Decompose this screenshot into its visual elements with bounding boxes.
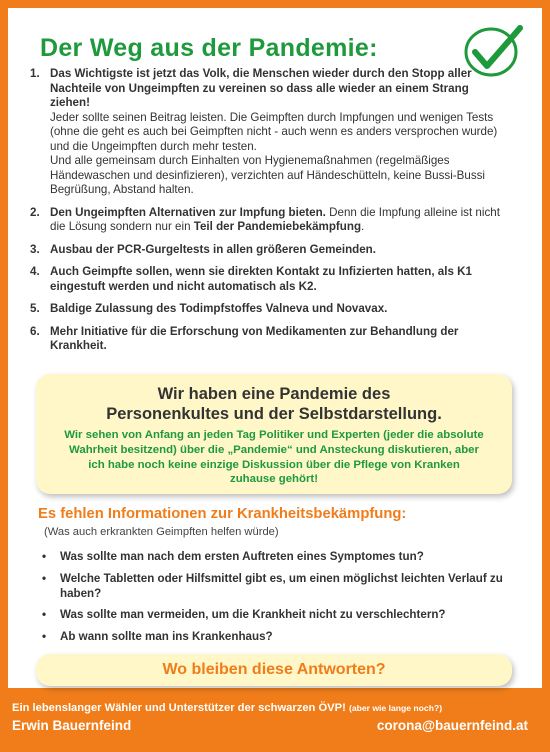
flyer-page bbox=[8, 8, 542, 688]
list-item: • Was sollte man vermeiden, um die Krankheit nicht zu verschlechtern? bbox=[42, 608, 446, 622]
section-heading: Es fehlen Informationen zur Krankheitsbekämpfung: bbox=[38, 506, 407, 522]
footer-small-note: (aber wie lange noch?) bbox=[348, 703, 443, 713]
answers-question-box: Wo bleiben diese Antworten? bbox=[36, 654, 512, 686]
point-heading: Das Wichtigste ist jetzt das Volk, die Menschen wieder durch den Stopp aller Nachteile von Ungeimpften zu vereinen so dass alle wieder an einem Strang ziehen! bbox=[50, 67, 472, 109]
statement-text: Wir sehen von Anfang an jeden Tag Politiker und Experten (jeder die absolute Wahrheit besitzend) über die „Pandemie“ und Ansteckung diskutieren, aber ich habe noch keine einzige Diskussion über die Pflege von Kranken zuhause gehört! bbox=[64, 429, 484, 486]
statement-heading-2: Personenkultes und der Selbstdarstellung. bbox=[106, 405, 442, 423]
list-item: 3. Ausbau der PCR-Gurgeltests in allen größeren Gemeinden. bbox=[30, 242, 376, 256]
questions-list bbox=[42, 550, 512, 652]
list-item: • Welche Tabletten oder Hilfsmittel gibt es, um einen möglichst leichten Verlauf zu haben? bbox=[42, 571, 503, 600]
author-name: Erwin Bauernfeind bbox=[12, 718, 132, 733]
list-item: • Was sollte man nach dem ersten Auftreten eines Symptomes tun? bbox=[42, 550, 424, 563]
list-item: 1. Das Wichtigste ist jetzt das Volk, die Menschen wieder durch den Stopp aller Nachteile von Ungeimpften zu vereinen so dass alle wieder an einem Strang ziehen! Jeder sollte seinen Beitrag leisten. Die Geimpften durch Impfungen und wenigen Tests (ohne die geht es auch bei Geimpften nicht - auch wenn es anders versprochen wurde) und die Ungeimpften durch mehr testen. Und alle gemeinsam durch Einhalten von Hygienemaßnahmen (regelmäßiges Händewaschen und desinfizieren), verzichten auf Händeschütteln, keine Bussi-Bussi Begrüßung, Abstand halten. bbox=[30, 67, 498, 196]
page-title: Der Weg aus der Pandemie: bbox=[40, 34, 378, 62]
footer-line: Ein lebenslanger Wähler und Unterstützer der schwarzen ÖVP! (aber wie lange noch?) bbox=[12, 702, 443, 714]
section-note: (Was auch erkrankten Geimpften helfen würde) bbox=[44, 526, 279, 538]
bullet-icon: • bbox=[42, 571, 47, 585]
author-email[interactable]: corona@bauernfeind.at bbox=[376, 718, 528, 733]
points-list bbox=[30, 67, 510, 362]
bullet-icon: • bbox=[42, 608, 47, 622]
list-item: • Ab wann sollte man ins Krankenhaus? bbox=[42, 630, 273, 644]
list-item: 2. Den Ungeimpften Alternativen zur Impfung bieten. Denn die Impfung alleine ist nicht die Lösung sondern nur ein Teil der Pandemiebekämpfung. bbox=[30, 205, 500, 233]
list-item: 5. Baldige Zulassung des Todimpfstoffes Valneva und Novavax. bbox=[30, 302, 388, 315]
bullet-icon: • bbox=[42, 630, 47, 644]
statement-heading: Wir haben eine Pandemie des bbox=[157, 385, 391, 403]
point-text: Jeder sollte seinen Beitrag leisten. Die Geimpften durch Impfungen und wenigen Tests (ohne die geht es auch bei Geimpften nicht - auch wenn es anders versprochen wurde) und die Ungeimpften durch mehr testen. bbox=[50, 110, 498, 153]
pandemic-statement-box bbox=[36, 374, 512, 494]
list-item: 6. Mehr Initiative für die Erforschung von Medikamenten zur Behandlung der Krankheit. bbox=[30, 324, 459, 352]
bullet-icon: • bbox=[42, 550, 47, 563]
list-item: 4. Auch Geimpfte sollen, wenn sie direkten Kontakt zu Infizierten hatten, als K1 eingestuft werden und nicht automatisch als K2. bbox=[30, 265, 472, 293]
point-text: Und alle gemeinsam durch Einhalten von Hygienemaßnahmen (regelmäßiges Händewaschen und desinfizieren), verzichten auf Händeschütteln, keine Bussi-Bussi Begrüßung, Abstand halten. bbox=[50, 154, 486, 196]
